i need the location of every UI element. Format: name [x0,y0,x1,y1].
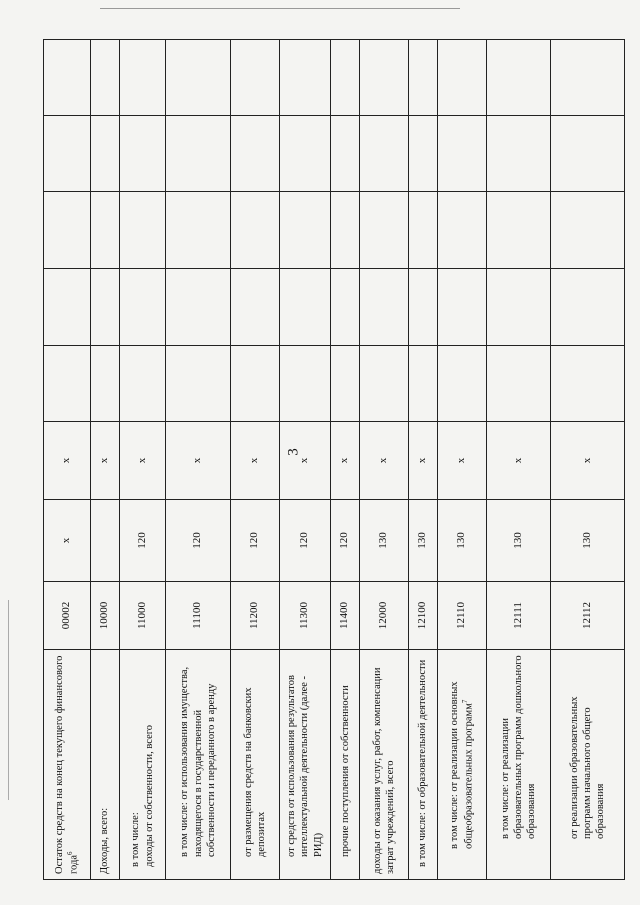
cell-code: 12000 [360,582,409,650]
empty-cell [409,116,438,192]
cell-kosgu: x [551,422,625,500]
cell-kosgu: x [166,422,231,500]
empty-cell [90,192,119,269]
row-label-text: в том числе: от образовательной деятельности [417,659,429,867]
row-label-text: в том числе: от реализации образовательных программ дошкольного образования [500,655,538,839]
cell-code: 11200 [230,582,279,650]
empty-cell [409,346,438,422]
row-label-text: в том числе: доходы от собственности, всего [130,724,155,867]
cell-kosgu: x [90,422,119,500]
empty-cell [551,269,625,346]
cell-kbk: 120 [331,500,360,582]
table-row [119,40,166,880]
cell-code: 00002 [44,582,91,650]
empty-cell [486,346,551,422]
table-row [486,40,551,880]
table-row [44,40,91,880]
cell-code: 11300 [279,582,330,650]
empty-cell [551,40,625,116]
footnote-marker: 7 [461,699,470,704]
cell-kbk [90,500,119,582]
row-label [486,650,551,880]
empty-cell [119,192,166,269]
cell-kosgu: x [360,422,409,500]
empty-cell [331,40,360,116]
empty-cell [360,192,409,269]
empty-cell [551,116,625,192]
row-label [437,650,486,880]
empty-cell [331,192,360,269]
empty-cell [360,346,409,422]
table-row [437,40,486,880]
page-edge-left [8,600,9,800]
row-label [331,650,360,880]
empty-cell [551,346,625,422]
table-row [551,40,625,880]
empty-cell [331,269,360,346]
row-label [44,650,91,880]
empty-cell [90,269,119,346]
cell-kosgu: x [486,422,551,500]
empty-cell [44,40,91,116]
empty-cell [44,269,91,346]
cell-kbk: 120 [119,500,166,582]
empty-cell [119,40,166,116]
table-row [90,40,119,880]
row-label-text: в том числе: от реализации основных общеобразовательных программ [449,681,475,849]
cell-kbk: 120 [279,500,330,582]
page-edge-top [100,8,460,9]
empty-cell [230,346,279,422]
empty-cell [409,40,438,116]
empty-cell [486,269,551,346]
empty-cell [279,346,330,422]
empty-cell [360,269,409,346]
row-label [279,650,330,880]
empty-cell [409,269,438,346]
cell-kbk: 130 [409,500,438,582]
empty-cell [486,40,551,116]
row-label-text: Остаток средств на конец текущего финансового года [53,655,80,874]
cell-kosgu: x [119,422,166,500]
row-label [230,650,279,880]
cell-code: 12100 [409,582,438,650]
cell-code: 12111 [486,582,551,650]
row-label-text: Доходы, всего: [99,807,111,874]
row-label-text: от средств от использования результатов интеллектуальной деятельности (далее - РИД) [286,675,324,857]
empty-cell [90,40,119,116]
cell-kbk: x [44,500,91,582]
row-label [166,650,231,880]
cell-kosgu: x [230,422,279,500]
empty-cell [486,116,551,192]
empty-cell [437,269,486,346]
row-label [551,650,625,880]
cell-code: 10000 [90,582,119,650]
row-label-text: в том числе: от использования имущества, находящегося в государственной собственности и переданного в аренду [179,666,217,857]
row-label [360,650,409,880]
rotated-table-container [43,40,625,880]
empty-cell [551,192,625,269]
empty-cell [166,346,231,422]
empty-cell [279,116,330,192]
row-label [90,650,119,880]
cell-kbk: 120 [166,500,231,582]
page-number: 3 [285,448,302,456]
empty-cell [279,192,330,269]
empty-cell [486,192,551,269]
empty-cell [360,116,409,192]
empty-cell [166,40,231,116]
empty-cell [409,192,438,269]
cell-kbk: 130 [437,500,486,582]
cell-kosgu: x [437,422,486,500]
row-label-text: доходы от оказания услуг, работ, компенсации затрат учреждений, всего [371,667,397,874]
cell-kbk: 130 [360,500,409,582]
empty-cell [230,192,279,269]
row-label-text: от реализации образовательных программ начального общего образования [569,696,607,839]
table-row [166,40,231,880]
table-row [331,40,360,880]
empty-cell [331,116,360,192]
empty-cell [44,116,91,192]
empty-cell [119,269,166,346]
empty-cell [44,346,91,422]
empty-cell [166,116,231,192]
empty-cell [119,116,166,192]
financial-table [43,39,625,880]
empty-cell [230,116,279,192]
empty-cell [230,269,279,346]
cell-kosgu: x [409,422,438,500]
empty-cell [166,269,231,346]
row-label-text: от размещения средств на банковских депозитах [242,687,267,857]
empty-cell [437,116,486,192]
empty-cell [230,40,279,116]
footnote-marker: 6 [66,851,75,855]
empty-cell [166,192,231,269]
table-row [230,40,279,880]
table-row [279,40,330,880]
empty-cell [90,116,119,192]
cell-kbk: 120 [230,500,279,582]
cell-code: 12112 [551,582,625,650]
cell-code: 12110 [437,582,486,650]
empty-cell [279,40,330,116]
row-label-text: прочие поступления от собственности [339,685,351,857]
cell-code: 11400 [331,582,360,650]
cell-kosgu: x [331,422,360,500]
table-row [360,40,409,880]
cell-kbk: 130 [486,500,551,582]
empty-cell [437,192,486,269]
empty-cell [90,346,119,422]
empty-cell [437,346,486,422]
cell-kosgu: x [44,422,91,500]
cell-kosgu: x [279,422,330,500]
row-label [409,650,438,880]
empty-cell [437,40,486,116]
empty-cell [119,346,166,422]
cell-code: 11000 [119,582,166,650]
empty-cell [44,192,91,269]
empty-cell [360,40,409,116]
row-label [119,650,166,880]
cell-kbk: 130 [551,500,625,582]
cell-code: 11100 [166,582,231,650]
empty-cell [331,346,360,422]
table-row [409,40,438,880]
empty-cell [279,269,330,346]
